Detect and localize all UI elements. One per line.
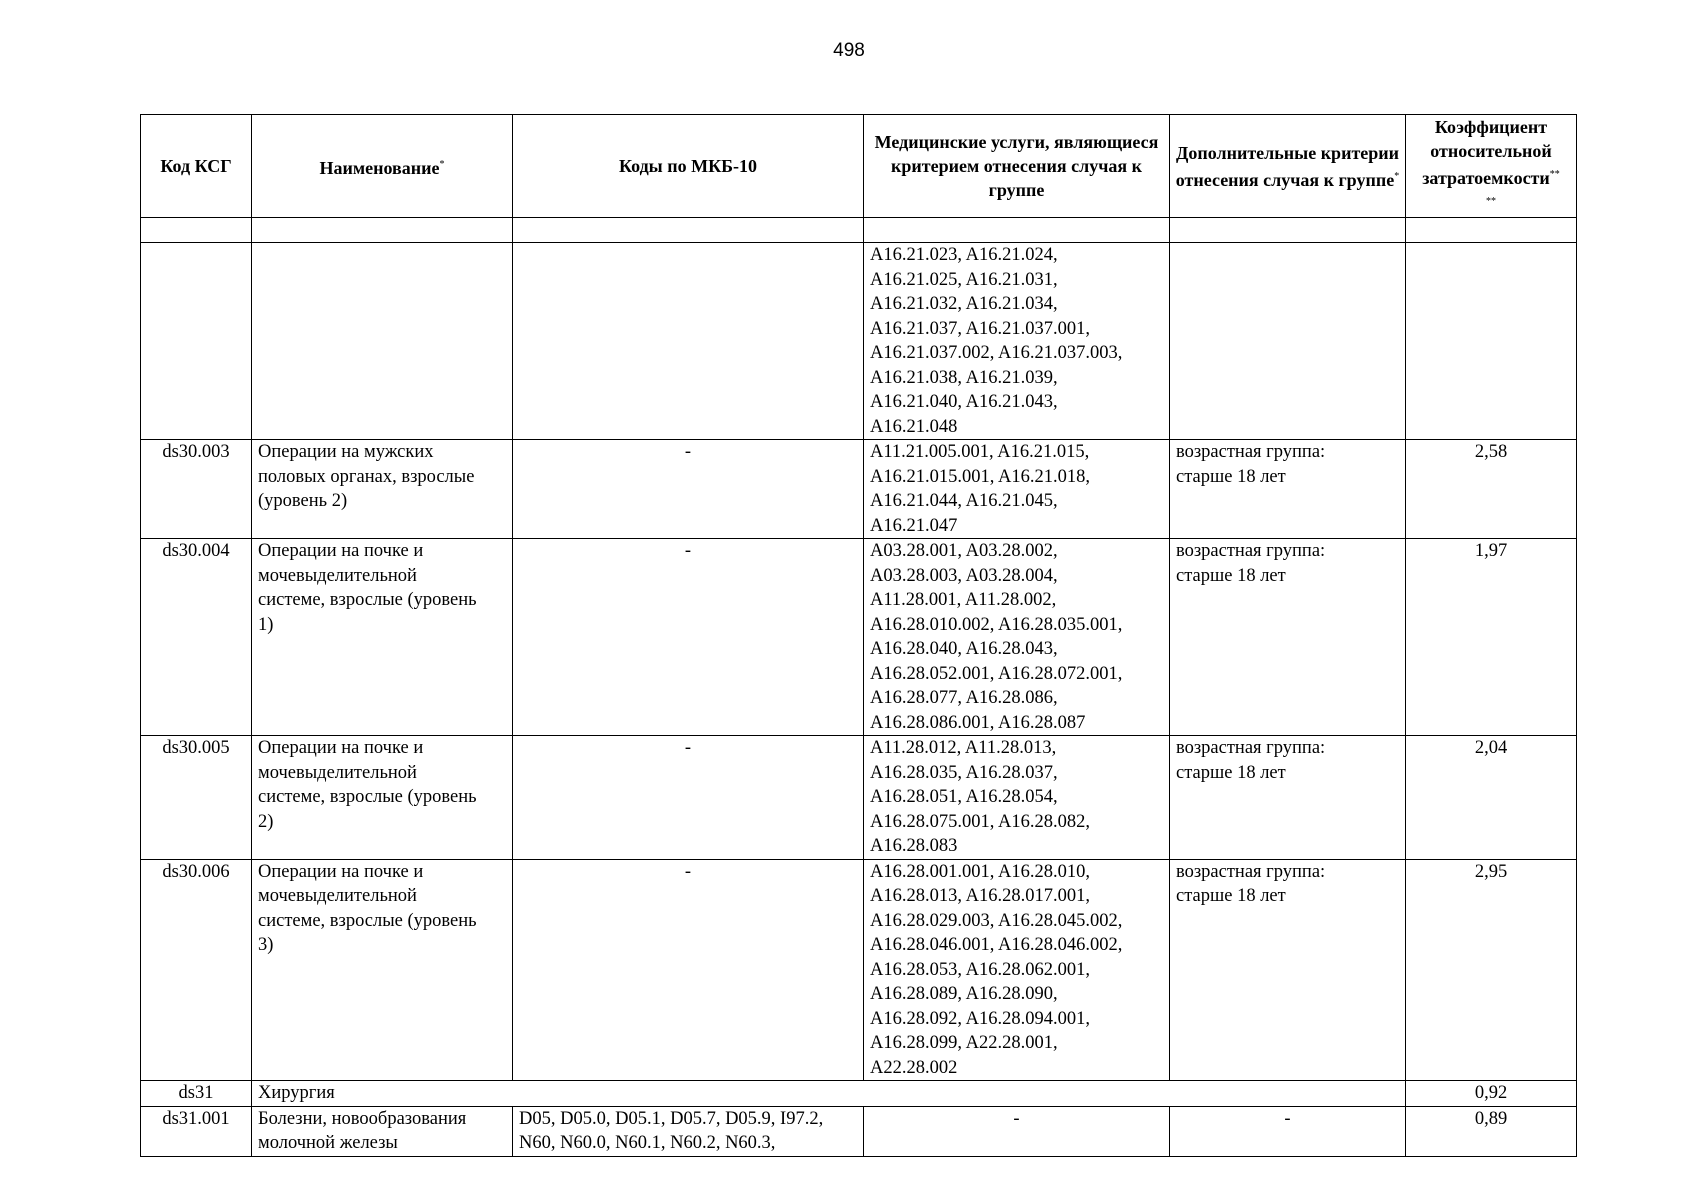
cell-line: A16.28.001.001, A16.28.010, [870,861,1090,882]
coef-cell [1406,243,1577,440]
cell-line: возрастная группа: [1176,738,1326,758]
coef-cell: 1,97 [1406,539,1577,736]
name-cell [252,539,513,736]
cell-line: старше 18 лет [1176,762,1286,783]
services-cell [864,440,1170,539]
header-name: Наименование* [252,115,513,218]
header-services: Медицинские услуги, являющиеся критерием отнесения случая к группе [864,115,1170,218]
cell-line: A16.28.092, A16.28.094.001, [870,1008,1090,1029]
coef-cell: 2,58 [1406,440,1577,539]
cell-line: A16.21.037, A16.21.037.001, [870,318,1090,339]
cell-line: A16.21.047 [870,515,958,536]
cell-line: мочевыделительной [258,762,417,783]
footnote-mark: * [1394,170,1400,182]
cell-line: A16.21.015.001, A16.21.018, [870,466,1090,487]
cell-line: половых органах, взрослые [258,466,475,487]
cell-line: N60, N60.0, N60.1, N60.2, N60.3, [519,1133,776,1153]
cell-line: A11.28.001, A11.28.002, [870,590,1057,610]
cell-line: Операции на мужских [258,442,434,462]
cell-line: A16.28.075.001, A16.28.082, [870,811,1090,832]
cell-line: старше 18 лет [1176,466,1286,487]
header-coef: Коэффициент относительной затратоемкости** ** [1406,115,1577,218]
cell-line: A16.21.032, A16.21.034, [870,294,1058,314]
coef-cell: 0,92 [1406,1081,1577,1107]
cell-line: A16.28.053, A16.28.062.001, [870,959,1090,980]
name-cell [252,1106,513,1156]
cell-line: молочной железы [258,1133,398,1153]
code-cell: ds30.004 [141,539,252,736]
cell-line: мочевыделительной [258,565,417,586]
group-name-cell: Хирургия [252,1081,1406,1107]
cell-line: A03.28.003, A03.28.004, [870,565,1058,586]
cell-line: Операции на почке и [258,861,424,882]
cell-line: (уровень 2) [258,491,348,511]
ksg-table [140,114,1577,1157]
cell-line: A16.21.023, A16.21.024, [870,245,1058,265]
cell-line: Операции на почке и [258,541,424,561]
icd-cell: - [513,736,864,860]
coef-cell: 2,95 [1406,859,1577,1081]
extra-cell [1170,440,1406,539]
header-extra: Дополнительные критерии отнесения случая к группе* [1170,115,1406,218]
cell-line: Болезни, новообразования [258,1108,467,1129]
cell-line: A16.28.089, A16.28.090, [870,984,1058,1004]
code-cell: ds30.005 [141,736,252,860]
cell-line: A16.28.040, A16.28.043, [870,639,1058,659]
extra-cell [1170,243,1406,440]
code-cell: ds30.006 [141,859,252,1081]
group-row [141,1081,1577,1107]
footnote-mark: ** [1486,196,1496,207]
name-cell [252,736,513,860]
code-cell: ds30.003 [141,440,252,539]
cell-line: A11.28.012, A11.28.013, [870,738,1057,758]
icd-cell: - [513,859,864,1081]
cell-line: A16.28.029.003, A16.28.045.002, [870,910,1123,931]
services-cell [864,736,1170,860]
extra-cell [1170,539,1406,736]
cell-line: A22.28.002 [870,1057,958,1078]
header-code: Код КСГ [141,115,252,218]
empty-row [141,218,1577,243]
services-cell: - [864,1106,1170,1156]
services-cell [864,243,1170,440]
table-row [141,859,1577,1081]
footnote-mark: ** [1549,169,1560,180]
footnote-mark: * [439,158,445,170]
code-cell: ds31.001 [141,1106,252,1156]
icd-cell: - [513,440,864,539]
services-cell [864,859,1170,1081]
coef-cell: 2,04 [1406,736,1577,860]
coef-cell: 0,89 [1406,1106,1577,1156]
table-row [141,440,1577,539]
cell-line: старше 18 лет [1176,565,1286,586]
table-row [141,1106,1577,1156]
cell-line: A16.28.086.001, A16.28.087 [870,712,1086,733]
header-row [141,115,1577,218]
cell-line: возрастная группа: [1176,861,1326,882]
cell-line: A16.21.040, A16.21.043, [870,392,1058,412]
cell-line: A16.28.035, A16.28.037, [870,762,1058,783]
icd-cell [513,1106,864,1156]
cell-line: A16.28.077, A16.28.086, [870,688,1058,708]
cell-line: A16.21.048 [870,416,958,437]
cell-line: A16.28.099, A22.28.001, [870,1033,1058,1053]
cell-line: A16.28.052.001, A16.28.072.001, [870,663,1123,684]
cell-line: A16.28.083 [870,836,958,856]
cell-line: Операции на почке и [258,738,424,758]
header-icd: Коды по МКБ-10 [513,115,864,218]
cell-line: системе, взрослые (уровень [258,590,477,610]
cell-line: возрастная группа: [1176,442,1326,462]
cell-line: системе, взрослые (уровень [258,787,477,807]
services-cell [864,539,1170,736]
cell-line: старше 18 лет [1176,886,1286,906]
name-cell [252,243,513,440]
cell-line: A16.21.037.002, A16.21.037.003, [870,343,1123,363]
code-cell [141,243,252,440]
name-cell [252,859,513,1081]
continuation-row [141,243,1577,440]
table-row [141,539,1577,736]
cell-line: 1) [258,614,274,635]
cell-line: A16.21.025, A16.21.031, [870,269,1058,290]
cell-line: возрастная группа: [1176,541,1326,561]
cell-line: 3) [258,935,274,955]
cell-line: D05, D05.0, D05.1, D05.7, D05.9, I97.2, [519,1108,824,1129]
extra-cell: - [1170,1106,1406,1156]
code-cell: ds31 [141,1081,252,1107]
extra-cell [1170,736,1406,860]
extra-cell [1170,859,1406,1081]
cell-line: A03.28.001, A03.28.002, [870,541,1058,561]
table-row [141,736,1577,860]
cell-line: A16.28.010.002, A16.28.035.001, [870,614,1123,635]
cell-line: мочевыделительной [258,886,417,906]
cell-line: A16.21.044, A16.21.045, [870,491,1058,511]
cell-line: 2) [258,811,274,832]
cell-line: A16.28.046.001, A16.28.046.002, [870,935,1123,955]
cell-line: системе, взрослые (уровень [258,910,477,931]
cell-line: A16.21.038, A16.21.039, [870,367,1058,388]
cell-line: A16.28.051, A16.28.054, [870,787,1058,807]
cell-line: A11.21.005.001, A16.21.015, [870,442,1090,462]
name-cell [252,440,513,539]
icd-cell [513,243,864,440]
cell-line: A16.28.013, A16.28.017.001, [870,886,1090,906]
icd-cell: - [513,539,864,736]
page-number: 498 [833,40,865,61]
